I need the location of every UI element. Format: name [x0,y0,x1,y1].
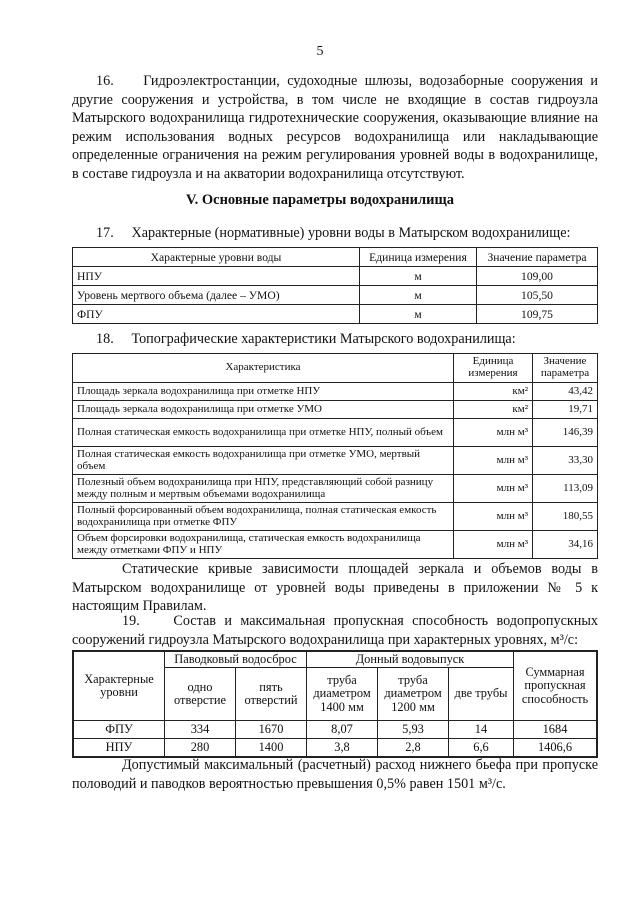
table-cell: Полный форсированный объем водохранилища, полная статическая емкость водохранилища при отметке ФПУ [73,503,454,531]
table-row [73,383,598,401]
table-row [73,267,598,286]
col-header: Характерные уровни [73,651,165,721]
col-header: Единица измерения [360,248,477,267]
topography-table [72,353,598,559]
table-row [73,503,598,531]
paragraph-17: 17. Характерные (нормативные) уровни воды в Матырском водохранилище: [96,225,571,241]
col-header: Паводковый водосброс [165,651,307,668]
col-header: Суммарная пропускная способность [514,651,598,721]
table-cell: млн м³ [454,531,533,559]
table-row [73,739,597,758]
table-cell: 1400 [236,739,307,758]
table-row [73,721,597,739]
table-cell: Площадь зеркала водохранилища при отметке УМО [73,401,454,419]
table-cell: 2,8 [378,739,449,758]
page-number: 5 [316,44,324,59]
table-cell: 113,09 [533,475,598,503]
col-header: одно отверстие [165,668,236,721]
table-cell: км² [454,383,533,401]
table-row [73,305,598,324]
table-cell: 43,42 [533,383,598,401]
table-cell: млн м³ [454,503,533,531]
table-cell: 1670 [236,721,307,739]
table-cell: 109,00 [477,267,598,286]
paragraph-18: 18. Топографические характеристики Матырского водохранилища: [96,331,516,347]
table-cell: Площадь зеркала водохранилища при отметке НПУ [73,383,454,401]
levels-table [72,247,598,324]
table-cell: км² [454,401,533,419]
table-cell: 334 [165,721,236,739]
table-cell: 5,93 [378,721,449,739]
table-cell: НПУ [73,267,360,286]
table-cell: НПУ [73,739,165,758]
col-header: Значение параметра [477,248,598,267]
table-cell: 3,8 [307,739,378,758]
paragraph-curves: Статические кривые зависимости площадей зеркала и объемов воды в Матырском водохранилище от уровней воды приведены в приложении № 5 к настоящим Правилам. [72,561,598,615]
table-cell: 109,75 [477,305,598,324]
table-cell: 34,16 [533,531,598,559]
table-cell: млн м³ [454,419,533,447]
table-cell: 105,50 [477,286,598,305]
table-cell: м [360,305,477,324]
section-title: V. Основные параметры водохранилища [186,192,454,208]
table-cell: ФПУ [73,305,360,324]
table-header-row [73,651,597,668]
table-cell: 1406,6 [514,739,598,758]
table-cell: ФПУ [73,721,165,739]
col-header: Донный водовыпуск [307,651,514,668]
table-cell: 280 [165,739,236,758]
table-cell: 8,07 [307,721,378,739]
table-cell: 33,30 [533,447,598,475]
table-row [73,286,598,305]
paragraph-19: 19. Состав и максимальная пропускная способность водопропускных сооружений гидроузла Матырского водохранилища при характерных уровнях, м³/с: [72,613,598,648]
table-cell: м [360,286,477,305]
table-row [73,419,598,447]
table-cell: 14 [449,721,514,739]
table-cell: м [360,267,477,286]
col-header: Характерные уровни воды [73,248,360,267]
table-cell: Объем форсировки водохранилища, статическая емкость водохранилища между отметками ФПУ и НПУ [73,531,454,559]
table-cell: 6,6 [449,739,514,758]
table-cell: 146,39 [533,419,598,447]
col-header: труба диаметром 1400 мм [307,668,378,721]
col-header: две трубы [449,668,514,721]
table-cell: 19,71 [533,401,598,419]
table-row [73,401,598,419]
table-cell: 1684 [514,721,598,739]
table-cell: млн м³ [454,447,533,475]
table-cell: Полная статическая емкость водохранилища при отметке НПУ, полный объем [73,419,454,447]
col-header: Характеристика [73,354,454,383]
table-row [73,531,598,559]
col-header: Значение параметра [533,354,598,383]
table-cell: Уровень мертвого объема (далее – УМО) [73,286,360,305]
col-header: Единица измерения [454,354,533,383]
throughput-table [72,650,598,758]
table-header-row [73,354,598,383]
table-header-row [73,248,598,267]
table-row [73,447,598,475]
col-header: труба диаметром 1200 мм [378,668,449,721]
table-cell: Полезный объем водохранилища при НПУ, представляющий собой разницу между полным и мертвым объемами водохранилища [73,475,454,503]
paragraph-final: Допустимый максимальный (расчетный) расход нижнего бьефа при пропуске половодий и паводков вероятностью превышения 0,5% равен 1501 м³/с. [72,757,598,792]
table-row [73,475,598,503]
table-cell: 180,55 [533,503,598,531]
table-cell: Полная статическая емкость водохранилища при отметке УМО, мертвый объем [73,447,454,475]
col-header: пять отверстий [236,668,307,721]
table-cell: млн м³ [454,475,533,503]
paragraph-16: 16. Гидроэлектростанции, судоходные шлюзы, водозаборные сооружения и другие сооружения и устройства, в том числе не входящие в состав гидроузла Матырского водохранилища гидротехнические сооружения, оказывающие влияние на режим использования водных ресурсов водохранилища или накладывающие определенные ограничения на режим регулирования уровней воды в водохранилище, в составе гидроузла и на акватории водохранилища отсутствуют. [72,73,598,182]
